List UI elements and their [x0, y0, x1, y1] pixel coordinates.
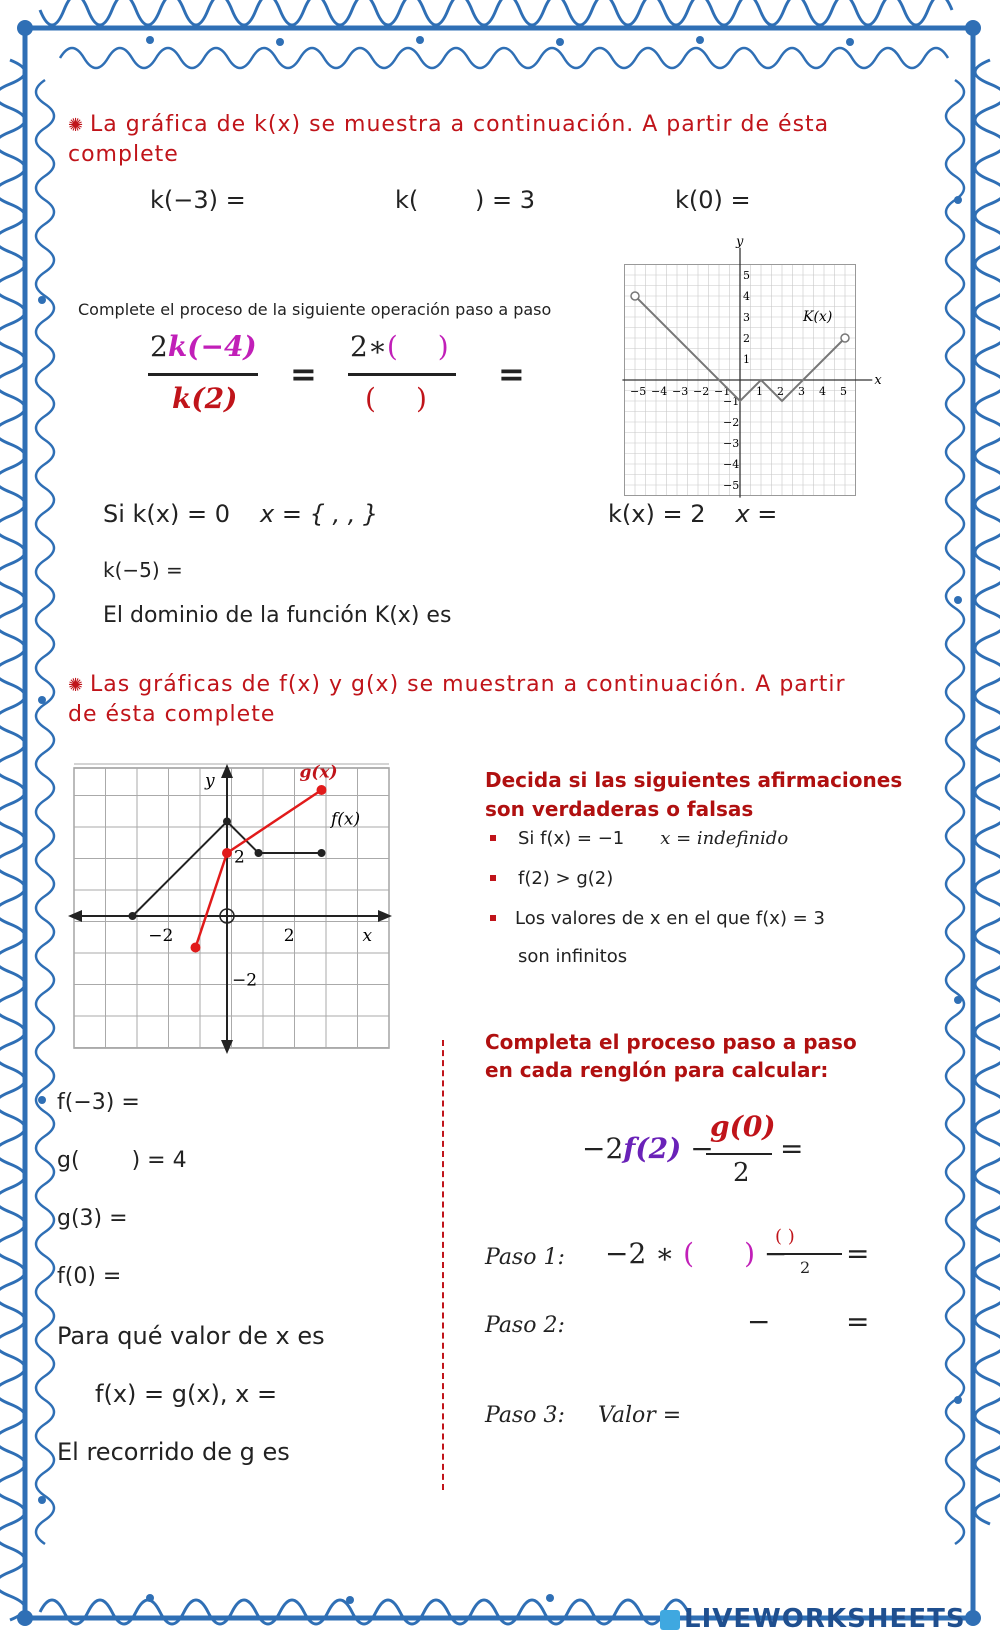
equals-sign-1: = [290, 355, 317, 393]
k-series-label: K(x) [803, 309, 833, 325]
step1-frac-bar [772, 1253, 842, 1255]
sun-bullet-icon: ✺ [68, 675, 84, 696]
y-axis-label: y [205, 771, 215, 791]
f-series-label: f(x) [330, 809, 361, 830]
step1-frac-denominator: 2 [800, 1258, 811, 1277]
step2-equals: = [846, 1305, 870, 1338]
question-k-minus5: k(−5) = [103, 558, 183, 582]
question-range-g: El recorrido de g es [57, 1438, 290, 1466]
y-tick-label: 4 [743, 290, 750, 303]
step1-frac-numerator: ( ) [775, 1226, 795, 1247]
question-k-zeros: Si k(x) = 0 x = { , , } [103, 500, 379, 528]
question-k-blank-left: k( [395, 186, 419, 214]
tf-title: Decida si las siguientes afirmaciones [485, 768, 903, 792]
step1-expression: −2 ∗ ( ) − [605, 1237, 788, 1270]
step3-value: Valor = [598, 1403, 682, 1428]
x-tick-label: −4 [651, 385, 668, 398]
f-point [223, 818, 231, 826]
x-tick-label: 2 [283, 926, 295, 946]
expression-frac-bar [706, 1153, 772, 1155]
x-axis-label: x [362, 926, 373, 946]
y-tick-label: −1 [723, 395, 740, 408]
question-k-minus3: k(−3) = [150, 186, 246, 214]
y-tick-label: −2 [723, 416, 740, 429]
g-point [222, 848, 232, 858]
fraction2-bar [348, 373, 456, 376]
operation-instruction: Complete el proceso de la siguiente operación paso a paso [78, 300, 552, 319]
question-g-3: g(3) = [57, 1206, 128, 1231]
k-open-endpoint [841, 334, 849, 342]
step1-label: Paso 1: [485, 1245, 565, 1270]
expression-denominator: 2 [733, 1158, 750, 1188]
x-tick-label: −1 [714, 385, 731, 398]
logo-icon [660, 1610, 680, 1630]
fraction2-numerator: 2∗( ) [350, 330, 449, 363]
section2-title: Las gráficas de f(x) y g(x) se muestran a continuación. A partir [90, 672, 846, 697]
section2-title-cont: de ésta complete [68, 702, 276, 727]
question-f-0: f(0) = [57, 1264, 122, 1289]
y-tick-label: 2 [743, 332, 750, 345]
step1-equals: = [846, 1237, 870, 1270]
divider [442, 1040, 444, 1490]
question-k-blank-right: ) = 3 [475, 186, 535, 214]
f-point [255, 849, 263, 857]
x-tick-label: −3 [672, 385, 689, 398]
y-tick-label: 2 [234, 847, 245, 868]
tf-statement-1: Si f(x) = −1 x = indefinido [518, 828, 789, 849]
sun-bullet-icon: ✺ [68, 115, 84, 136]
y-tick-label: 5 [743, 269, 750, 282]
graph-k [610, 232, 890, 492]
fraction1-bar [148, 373, 258, 376]
g-point [317, 785, 327, 795]
fraction1-numerator: 2k(−4) [150, 330, 257, 363]
y-tick-label: −3 [723, 437, 740, 450]
expression-main: −2f(2) − [582, 1132, 714, 1165]
question-intersection: Para qué valor de x es [57, 1322, 325, 1350]
section1-title: La gráfica de k(x) se muestra a continuación. A partir de ésta [90, 112, 830, 137]
question-g-blank: g( ) = 4 [57, 1148, 187, 1173]
expression-g0: g(0) [710, 1110, 776, 1143]
y-tick-label: 1 [743, 353, 750, 366]
x-tick-label: −5 [630, 385, 647, 398]
y-axis-label: y [736, 234, 744, 250]
step2-label: Paso 2: [485, 1313, 565, 1338]
fraction2-denominator: ( ) [365, 382, 427, 415]
watermark-logo: LIVEWORKSHEETS [660, 1604, 966, 1634]
k-open-endpoint [631, 292, 639, 300]
process-title-cont: en cada renglón para calcular: [485, 1058, 829, 1082]
y-tick-label: 3 [743, 311, 750, 324]
tf-statement-3: Los valores de x en el que f(x) = 3 [515, 908, 825, 929]
question-f-minus3: f(−3) = [57, 1090, 140, 1115]
g-series-label: g(x) [299, 762, 338, 783]
question-k-equals-2: k(x) = 2 x = [608, 500, 778, 528]
tf-bullet [490, 875, 496, 881]
tf-bullet [490, 835, 496, 841]
y-tick-label: −5 [723, 479, 740, 492]
tf-statement-3-cont: son infinitos [518, 946, 628, 967]
question-k-0: k(0) = [675, 186, 751, 214]
tf-statement-2: f(2) > g(2) [518, 868, 614, 889]
tf-bullet [490, 915, 496, 921]
question-intersection-cont: f(x) = g(x), x = [95, 1380, 278, 1408]
step3-label: Paso 3: [485, 1403, 565, 1428]
x-tick-label: 2 [777, 385, 784, 398]
section1-title-cont: complete [68, 142, 179, 167]
x-tick-label: 4 [819, 385, 826, 398]
process-title: Completa el proceso paso a paso [485, 1030, 857, 1054]
g-point [191, 943, 201, 953]
x-axis-label: x [874, 373, 882, 388]
x-tick-label: −2 [148, 926, 174, 946]
x-tick-label: 1 [756, 385, 763, 398]
graph-f-g [74, 762, 392, 1051]
equals-sign-2: = [498, 355, 525, 393]
y-tick-label: −4 [723, 458, 740, 471]
tf-title-cont: son verdaderas o falsas [485, 797, 754, 821]
f-point [129, 912, 137, 920]
y-tick-label: −2 [232, 970, 258, 991]
expression-equals: = [780, 1132, 804, 1165]
fraction1-denominator: k(2) [172, 382, 238, 415]
f-point [318, 849, 326, 857]
x-tick-label: −2 [693, 385, 710, 398]
x-tick-label: 3 [798, 385, 805, 398]
step2-minus: − [747, 1305, 771, 1338]
question-domain: El dominio de la función K(x) es [103, 603, 452, 628]
x-tick-label: 5 [840, 385, 847, 398]
